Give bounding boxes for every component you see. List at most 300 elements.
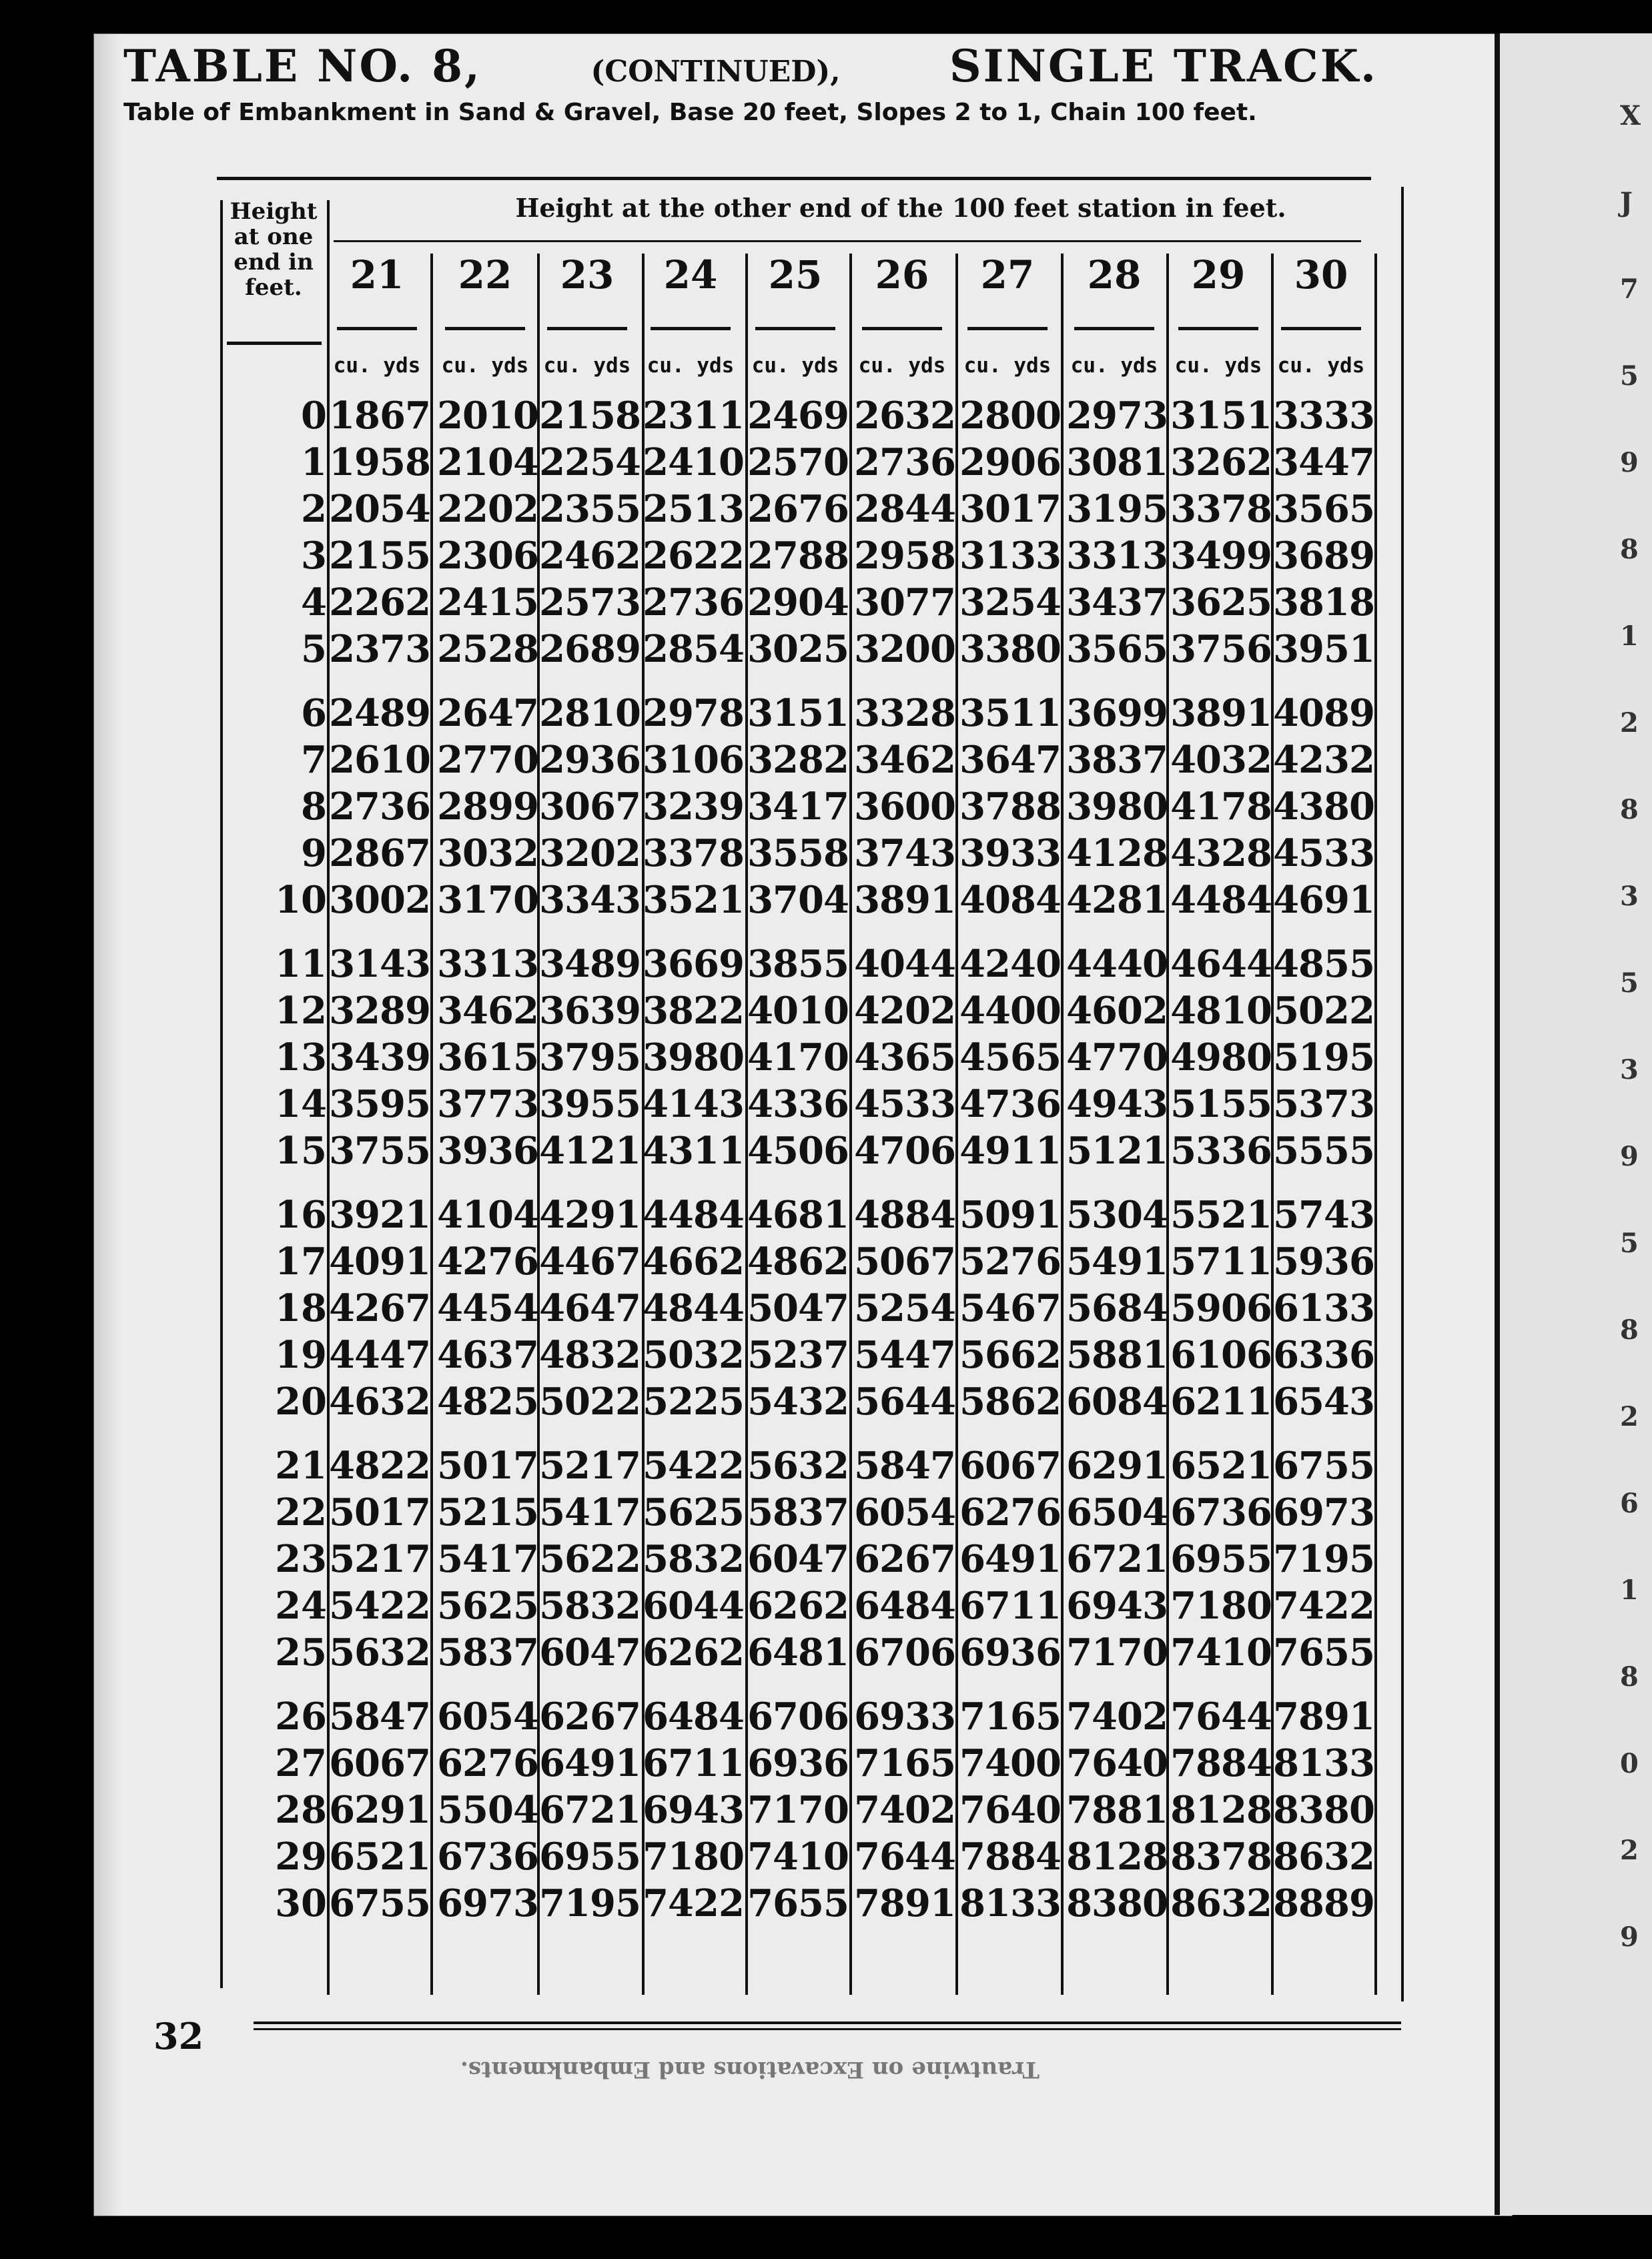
table-cell: 6936	[959, 1631, 1061, 1675]
facing-page-fragment: 2	[1620, 707, 1639, 739]
table-cell: 7402	[854, 1788, 955, 1832]
table-cell: 3921	[329, 1193, 430, 1237]
table-cell: 3462	[854, 738, 955, 782]
table-cell: 7170	[747, 1788, 849, 1832]
table-cell: 2528	[437, 627, 538, 671]
table-cell: 4044	[854, 942, 955, 986]
table-cell: 5936	[1273, 1240, 1374, 1284]
table-cell: 4644	[1170, 942, 1272, 986]
table-cell: 2647	[437, 691, 538, 735]
table-cell: 4647	[539, 1286, 641, 1330]
table-cell: 6336	[1273, 1333, 1374, 1377]
table-cell: 4533	[1273, 831, 1374, 875]
column-header-29: 29	[1191, 252, 1246, 298]
table-cell: 3565	[1066, 627, 1168, 671]
table-cell: 6067	[959, 1444, 1061, 1488]
table-cell: 2676	[747, 487, 849, 531]
table-cell: 5417	[437, 1537, 538, 1581]
table-cell: 5121	[1066, 1129, 1168, 1173]
table-cell: 2513	[643, 487, 744, 531]
table-cell: 5555	[1273, 1129, 1374, 1173]
facing-page-edge	[1495, 33, 1652, 2215]
table-cell: 4706	[854, 1129, 955, 1173]
table-cell: 4825	[437, 1380, 538, 1424]
table-cell: 3773	[437, 1082, 538, 1126]
column-header-underline-24	[651, 327, 731, 330]
facing-page-fragment: J	[1620, 187, 1633, 218]
table-cell: 3788	[959, 785, 1061, 829]
table-cell: 5022	[539, 1380, 641, 1424]
table-cell: 4232	[1273, 738, 1374, 782]
column-header-underline-26	[862, 327, 942, 330]
table-cell: 5632	[329, 1631, 430, 1675]
table-cell: 3328	[854, 691, 955, 735]
table-cell: 3195	[1066, 487, 1168, 531]
table-cell: 4602	[1066, 989, 1168, 1033]
table-cell: 6047	[747, 1537, 849, 1581]
unit-label-26: cu. yds	[858, 354, 946, 378]
table-cell: 6973	[1273, 1490, 1374, 1534]
table-cell: 7180	[1170, 1584, 1272, 1628]
table-cell: 6955	[539, 1835, 641, 1879]
table-cell: 3081	[1066, 440, 1168, 484]
unit-label-29: cu. yds	[1174, 354, 1262, 378]
table-cell: 3669	[643, 942, 744, 986]
row-label-29: 29	[275, 1835, 327, 1879]
row-label-13: 13	[275, 1035, 327, 1079]
table-cell: 5276	[959, 1240, 1061, 1284]
table-cell: 3313	[437, 942, 538, 986]
column-header-underline-25	[755, 327, 835, 330]
table-cell: 3378	[1170, 487, 1272, 531]
table-cell: 6084	[1066, 1380, 1168, 1424]
table-cell: 2469	[747, 394, 849, 438]
table-cell: 4400	[959, 989, 1061, 1033]
table-cell: 2573	[539, 580, 641, 624]
table-cell: 4681	[747, 1193, 849, 1237]
table-cell: 2632	[854, 394, 955, 438]
table-cell: 6521	[329, 1835, 430, 1879]
table-cell: 4365	[854, 1035, 955, 1079]
table-cell: 3511	[959, 691, 1061, 735]
table-cell: 5091	[959, 1193, 1061, 1237]
row-label-15: 15	[275, 1129, 327, 1173]
table-cell: 5467	[959, 1286, 1061, 1330]
row-label-20: 20	[275, 1380, 327, 1424]
table-cell: 3378	[643, 831, 744, 875]
table-cell: 5521	[1170, 1193, 1272, 1237]
row-label-10: 10	[275, 878, 327, 922]
table-cell: 3289	[329, 989, 430, 1033]
table-cell: 3756	[1170, 627, 1272, 671]
table-cell: 5373	[1273, 1082, 1374, 1126]
table-cell: 5837	[747, 1490, 849, 1534]
table-cell: 3521	[643, 878, 744, 922]
table-cell: 3133	[959, 534, 1061, 578]
table-cell: 4089	[1273, 691, 1374, 735]
title-main: TABLE NO. 8,	[123, 40, 482, 92]
table-cell: 6267	[539, 1695, 641, 1739]
table-cell: 7195	[1273, 1537, 1374, 1581]
column-header-21: 21	[350, 252, 404, 298]
table-cell: 6276	[437, 1741, 538, 1785]
row-label-8: 8	[301, 785, 327, 829]
table-cell: 4691	[1273, 878, 1374, 922]
table-cell: 2262	[329, 580, 430, 624]
table-cell: 4032	[1170, 738, 1272, 782]
facing-page-fragment: 9	[1620, 1921, 1639, 1953]
table-cell: 4281	[1066, 878, 1168, 922]
table-cell: 2958	[854, 534, 955, 578]
unit-label-30: cu. yds	[1277, 354, 1365, 378]
table-cell: 6067	[329, 1741, 430, 1785]
table-cell: 5237	[747, 1333, 849, 1377]
title-continued: (CONTINUED),	[590, 55, 841, 89]
facing-page-fragment: 2	[1620, 1401, 1639, 1432]
table-cell: 2622	[643, 534, 744, 578]
table-cell: 3262	[1170, 440, 1272, 484]
table-cell: 2810	[539, 691, 641, 735]
table-cell: 5217	[539, 1444, 641, 1488]
table-cell: 4084	[959, 878, 1061, 922]
table-cell: 6711	[959, 1584, 1061, 1628]
row-label-26: 26	[275, 1695, 327, 1739]
table-cell: 4276	[437, 1240, 538, 1284]
table-cell: 2054	[329, 487, 430, 531]
table-cell: 5022	[1273, 989, 1374, 1033]
table-subtitle: Table of Embankment in Sand & Gravel, Base 20 feet, Slopes 2 to 1, Chain 100 feet.	[123, 99, 1257, 126]
table-cell: 6047	[539, 1631, 641, 1675]
table-cell: 3795	[539, 1035, 641, 1079]
table-cell: 3200	[854, 627, 955, 671]
table-cell: 6755	[1273, 1444, 1374, 1488]
row-header: Height at one end in feet.	[230, 198, 318, 301]
table-cell: 6106	[1170, 1333, 1272, 1377]
table-cell: 7884	[959, 1835, 1061, 1879]
row-label-25: 25	[275, 1631, 327, 1675]
table-cell: 5881	[1066, 1333, 1168, 1377]
facing-page-fragment: 5	[1620, 967, 1639, 999]
table-cell: 8380	[1066, 1881, 1168, 1925]
table-cell: 2415	[437, 580, 538, 624]
table-cell: 2410	[643, 440, 744, 484]
table-cell: 2570	[747, 440, 849, 484]
facing-page-fragment: 1	[1620, 620, 1639, 652]
table-cell: 4467	[539, 1240, 641, 1284]
table-cell: 5017	[329, 1490, 430, 1534]
facing-page-fragment: 8	[1620, 1661, 1639, 1693]
table-title	[123, 40, 1378, 92]
table-cell: 6211	[1170, 1380, 1272, 1424]
table-cell: 4980	[1170, 1035, 1272, 1079]
table-cell: 8380	[1273, 1788, 1374, 1832]
table-cell: 2104	[437, 440, 538, 484]
title-rule	[217, 177, 1371, 180]
table-cell: 7884	[1170, 1741, 1272, 1785]
table-cell: 2610	[329, 738, 430, 782]
column-header-26: 26	[875, 252, 929, 298]
table-cell: 3439	[329, 1035, 430, 1079]
table-cell: 3437	[1066, 580, 1168, 624]
table-cell: 7644	[854, 1835, 955, 1879]
row-label-12: 12	[275, 989, 327, 1033]
row-label-21: 21	[275, 1444, 327, 1488]
column-group-header: Height at the other end of the 100 feet station in feet.	[515, 193, 1286, 223]
facing-page-fragment: 1	[1620, 1574, 1639, 1606]
table-cell: 8632	[1170, 1881, 1272, 1925]
table-cell: 4311	[643, 1129, 744, 1173]
table-cell: 3106	[643, 738, 744, 782]
table-cell: 3755	[329, 1129, 430, 1173]
table-cell: 7180	[643, 1835, 744, 1879]
table-cell: 5625	[643, 1490, 744, 1534]
table-cell: 3891	[1170, 691, 1272, 735]
table-cell: 1867	[329, 394, 430, 438]
table-cell: 6054	[437, 1695, 538, 1739]
table-cell: 4240	[959, 942, 1061, 986]
table-cell: 2904	[747, 580, 849, 624]
table-cell: 3380	[959, 627, 1061, 671]
column-header-24: 24	[663, 252, 718, 298]
column-header-23: 23	[560, 252, 614, 298]
table-cell: 3936	[437, 1129, 538, 1173]
table-cell: 3595	[329, 1082, 430, 1126]
facing-page-fragment: X	[1620, 100, 1641, 131]
table-cell: 2489	[329, 691, 430, 735]
table-cell: 4862	[747, 1240, 849, 1284]
table-cell: 3077	[854, 580, 955, 624]
row-label-23: 23	[275, 1537, 327, 1581]
table-cell: 4662	[643, 1240, 744, 1284]
table-cell: 5504	[437, 1788, 538, 1832]
column-header-22: 22	[458, 252, 512, 298]
table-cell: 5195	[1273, 1035, 1374, 1079]
table-cell: 6291	[1066, 1444, 1168, 1488]
table-cell: 7891	[854, 1881, 955, 1925]
facing-page-fragment: 9	[1620, 447, 1639, 478]
table-cell: 3462	[437, 989, 538, 1033]
table-cell: 4844	[643, 1286, 744, 1330]
table-cell: 5662	[959, 1333, 1061, 1377]
table-cell: 5254	[854, 1286, 955, 1330]
table-cell: 3980	[1066, 785, 1168, 829]
unit-label-24: cu. yds	[647, 354, 735, 378]
table-cell: 3202	[539, 831, 641, 875]
table-cell: 3282	[747, 738, 849, 782]
table-cell: 2155	[329, 534, 430, 578]
table-cell: 3254	[959, 580, 1061, 624]
column-header-30: 30	[1294, 252, 1348, 298]
table-cell: 3447	[1273, 440, 1374, 484]
table-cell: 3143	[329, 942, 430, 986]
table-cell: 3639	[539, 989, 641, 1033]
table-cell: 4336	[747, 1082, 849, 1126]
table-cell: 4170	[747, 1035, 849, 1079]
column-header-underline-23	[547, 327, 627, 330]
table-cell: 3067	[539, 785, 641, 829]
row-label-27: 27	[275, 1741, 327, 1785]
table-cell: 2736	[854, 440, 955, 484]
table-cell: 3343	[539, 878, 641, 922]
table-cell: 2202	[437, 487, 538, 531]
table-cell: 2844	[854, 487, 955, 531]
table-cell: 5422	[329, 1584, 430, 1628]
table-cell: 5743	[1273, 1193, 1374, 1237]
table-cell: 4822	[329, 1444, 430, 1488]
facing-page-fragment: 5	[1620, 1228, 1639, 1259]
table-cell: 4506	[747, 1129, 849, 1173]
table-cell: 2899	[437, 785, 538, 829]
column-header-25: 25	[768, 252, 823, 298]
table-cell: 2936	[539, 738, 641, 782]
table-cell: 4565	[959, 1035, 1061, 1079]
table-cell: 6481	[747, 1631, 849, 1675]
column-header-underline-29	[1178, 327, 1258, 330]
row-label-1: 1	[301, 440, 327, 484]
table-cell: 4328	[1170, 831, 1272, 875]
table-cell: 3017	[959, 487, 1061, 531]
facing-page-fragment: 2	[1620, 1835, 1639, 1866]
table-cell: 7891	[1273, 1695, 1374, 1739]
column-header-underline-22	[445, 327, 525, 330]
table-cell: 5155	[1170, 1082, 1272, 1126]
table-cell: 2373	[329, 627, 430, 671]
table-cell: 2736	[643, 580, 744, 624]
table-cell: 2306	[437, 534, 538, 578]
table-cell: 5047	[747, 1286, 849, 1330]
table-cell: 4178	[1170, 785, 1272, 829]
table-cell: 6943	[643, 1788, 744, 1832]
table-cell: 4770	[1066, 1035, 1168, 1079]
table-cell: 2158	[539, 394, 641, 438]
table-cell: 6484	[854, 1584, 955, 1628]
table-cell: 3025	[747, 627, 849, 671]
table-cell: 2800	[959, 394, 1061, 438]
table-cell: 2254	[539, 440, 641, 484]
table-cell: 6276	[959, 1490, 1061, 1534]
table-cell: 5684	[1066, 1286, 1168, 1330]
table-cell: 2788	[747, 534, 849, 578]
table-cell: 6936	[747, 1741, 849, 1785]
table-cell: 3565	[1273, 487, 1374, 531]
table-cell: 2854	[643, 627, 744, 671]
table-bottom-rule-2	[254, 2028, 1401, 2030]
table-cell: 3980	[643, 1035, 744, 1079]
table-cell: 4440	[1066, 942, 1168, 986]
table-cell: 3743	[854, 831, 955, 875]
table-cell: 6267	[854, 1537, 955, 1581]
table-cell: 4143	[643, 1082, 744, 1126]
table-cell: 3822	[643, 989, 744, 1033]
table-cell: 5711	[1170, 1240, 1272, 1284]
table-cell: 3891	[854, 878, 955, 922]
table-cell: 2973	[1066, 394, 1168, 438]
table-cell: 5032	[643, 1333, 744, 1377]
table-cell: 4104	[437, 1193, 538, 1237]
facing-page-fragment: 3	[1620, 881, 1639, 912]
table-cell: 4637	[437, 1333, 538, 1377]
table-cell: 3333	[1273, 394, 1374, 438]
table-cell: 4267	[329, 1286, 430, 1330]
table-cell: 3558	[747, 831, 849, 875]
table-cell: 3625	[1170, 580, 1272, 624]
table-cell: 8378	[1170, 1835, 1272, 1879]
table-cell: 8128	[1066, 1835, 1168, 1879]
table-cell: 3151	[747, 691, 849, 735]
table-cell: 6521	[1170, 1444, 1272, 1488]
table-cell: 2689	[539, 627, 641, 671]
row-header-underline	[227, 342, 322, 345]
table-cell: 2311	[643, 394, 744, 438]
table-cell: 6706	[854, 1631, 955, 1675]
table-cell: 2355	[539, 487, 641, 531]
unit-label-25: cu. yds	[751, 354, 839, 378]
table-cell: 6504	[1066, 1490, 1168, 1534]
row-label-11: 11	[275, 942, 327, 986]
table-bottom-rule	[254, 2021, 1401, 2024]
table-cell: 4454	[437, 1286, 538, 1330]
table-cell: 2906	[959, 440, 1061, 484]
table-cell: 7655	[747, 1881, 849, 1925]
table-cell: 5225	[643, 1380, 744, 1424]
unit-label-21: cu. yds	[333, 354, 421, 378]
table-cell: 4911	[959, 1129, 1061, 1173]
table-cell: 6262	[643, 1631, 744, 1675]
facing-page-fragment: 8	[1620, 794, 1639, 825]
row-label-3: 3	[301, 534, 327, 578]
table-cell: 5622	[539, 1537, 641, 1581]
row-label-7: 7	[301, 738, 327, 782]
row-label-19: 19	[275, 1333, 327, 1377]
table-cell: 4091	[329, 1240, 430, 1284]
facing-page-fragment: 6	[1620, 1488, 1639, 1519]
table-cell: 5067	[854, 1240, 955, 1284]
facing-page-fragment: 9	[1620, 1141, 1639, 1172]
table-cell: 6711	[643, 1741, 744, 1785]
table-cell: 5336	[1170, 1129, 1272, 1173]
table-cell: 4632	[329, 1380, 430, 1424]
table-cell: 3239	[643, 785, 744, 829]
row-label-2: 2	[301, 487, 327, 531]
table-cell: 5625	[437, 1584, 538, 1628]
table-cell: 7644	[1170, 1695, 1272, 1739]
table-cell: 7165	[959, 1695, 1061, 1739]
table-cell: 2978	[643, 691, 744, 735]
row-label-0: 0	[301, 394, 327, 438]
table-cell: 3032	[437, 831, 538, 875]
table-cell: 4010	[747, 989, 849, 1033]
column-header-underline-27	[967, 327, 1048, 330]
table-cell: 3489	[539, 942, 641, 986]
table-cell: 6484	[643, 1695, 744, 1739]
table-cell: 5862	[959, 1380, 1061, 1424]
table-cell: 3689	[1273, 534, 1374, 578]
facing-page-fragment: 0	[1620, 1748, 1639, 1779]
table-cell: 8133	[959, 1881, 1061, 1925]
table-cell: 5906	[1170, 1286, 1272, 1330]
unit-label-28: cu. yds	[1070, 354, 1158, 378]
table-cell: 5215	[437, 1490, 538, 1534]
unit-label-27: cu. yds	[963, 354, 1052, 378]
table-left-border	[220, 200, 223, 1988]
table-cell: 6973	[437, 1881, 538, 1925]
row-label-16: 16	[275, 1193, 327, 1237]
table-cell: 3951	[1273, 627, 1374, 671]
table-cell: 8632	[1273, 1835, 1374, 1879]
table-cell: 3837	[1066, 738, 1168, 782]
table-cell: 4810	[1170, 989, 1272, 1033]
table-cell: 7422	[643, 1881, 744, 1925]
